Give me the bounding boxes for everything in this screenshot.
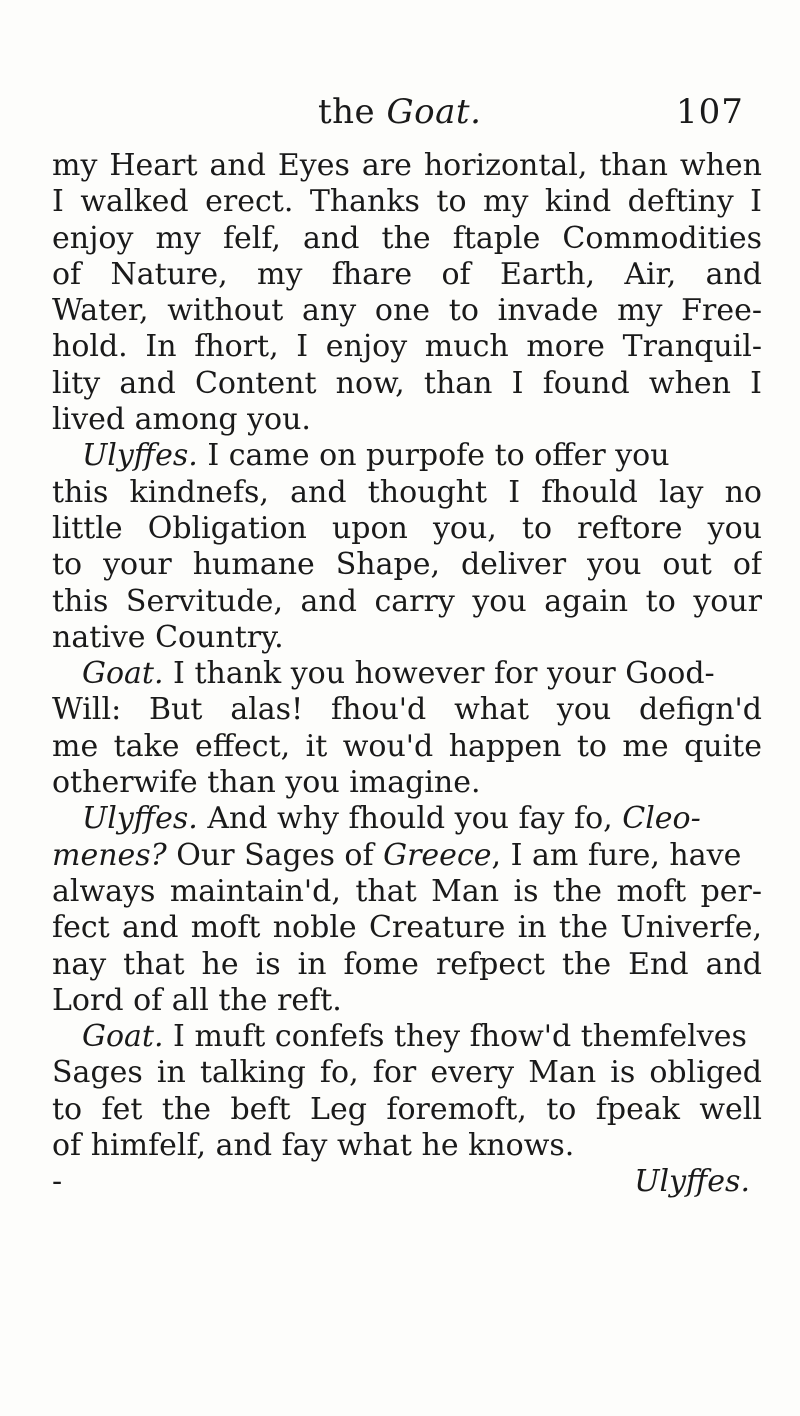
catchword: Ulyffes. xyxy=(634,1164,750,1200)
running-title-pre: the xyxy=(318,92,387,132)
text-line: otherwife than you imagine. xyxy=(52,765,481,801)
text-line: this Servitude, and carry you again to your xyxy=(52,583,762,619)
text-span: I came on purpofe to offer you xyxy=(197,438,670,474)
text-line: lity and Content now, than I found when I xyxy=(52,365,762,401)
dialogue-line-ulysses xyxy=(52,801,762,837)
text-line xyxy=(52,838,762,874)
place-italic: Greece xyxy=(383,837,492,873)
text-line: Water, without any one to invade my Free- xyxy=(52,293,762,329)
footer-dash: - xyxy=(52,1164,63,1200)
text-line: me take effect, it wou'd happen to me quite xyxy=(52,728,762,764)
running-head xyxy=(0,92,800,132)
text-line: of himfelf, and fay what he knows. xyxy=(52,1128,575,1164)
text-line: lived among you. xyxy=(52,402,311,438)
text-line: always maintain'd, that Man is the moft per- xyxy=(52,873,762,909)
text-line: of Nature, my fhare of Earth, Air, and xyxy=(52,256,762,292)
page-number: 107 xyxy=(676,92,744,132)
running-title xyxy=(318,92,481,132)
text-line: nay that he is in fome refpect the End and xyxy=(52,946,762,982)
text-line: enjoy my felf, and the ftaple Commodities xyxy=(52,220,762,256)
text-line: hold. In fhort, I enjoy much more Tranquil- xyxy=(52,329,762,365)
text-line: fect and moft noble Creature in the Univerfe, xyxy=(52,910,762,946)
text-line: Will: But alas! fhou'd what you defign'd xyxy=(52,692,762,728)
text-span: Our Sages of xyxy=(166,837,384,873)
name-italic: Cleo- xyxy=(622,801,701,837)
text-line: Sages in talking fo, for every Man is obliged xyxy=(52,1055,762,1091)
text-line: my Heart and Eyes are horizontal, than when xyxy=(52,148,762,183)
text-line: Lord of all the reft. xyxy=(52,982,342,1018)
text-span: I thank you however for your Good- xyxy=(163,656,715,692)
text-span: And why fhould you fay fo, xyxy=(197,801,623,837)
text-span: I muft confefs they fhow'd themfelves xyxy=(163,1019,747,1055)
speaker-name: Ulyffes. xyxy=(82,801,198,837)
body-text xyxy=(52,148,762,1201)
text-line: native Country. xyxy=(52,619,284,655)
text-line: this kindnefs, and thought I fhould lay no xyxy=(52,474,762,510)
catchword-line xyxy=(52,1164,762,1200)
text-line: to fet the beft Leg foremoft, to fpeak well xyxy=(52,1091,762,1127)
running-title-italic: Goat. xyxy=(386,92,482,132)
text-line: little Obligation upon you, to reftore you xyxy=(52,510,762,546)
dialogue-line-ulysses xyxy=(52,438,762,474)
text-line: to your humane Shape, deliver you out of xyxy=(52,547,762,583)
dialogue-line-goat xyxy=(52,656,762,692)
text-span: , I am fure, have xyxy=(491,837,742,873)
name-italic: menes? xyxy=(52,837,167,873)
dialogue-line-goat xyxy=(52,1019,762,1055)
speaker-name: Goat. xyxy=(82,1019,164,1055)
speaker-name: Ulyffes. xyxy=(82,438,198,474)
text-line: I walked erect. Thanks to my kind deftiny I xyxy=(52,184,762,220)
speaker-name: Goat. xyxy=(82,656,164,692)
